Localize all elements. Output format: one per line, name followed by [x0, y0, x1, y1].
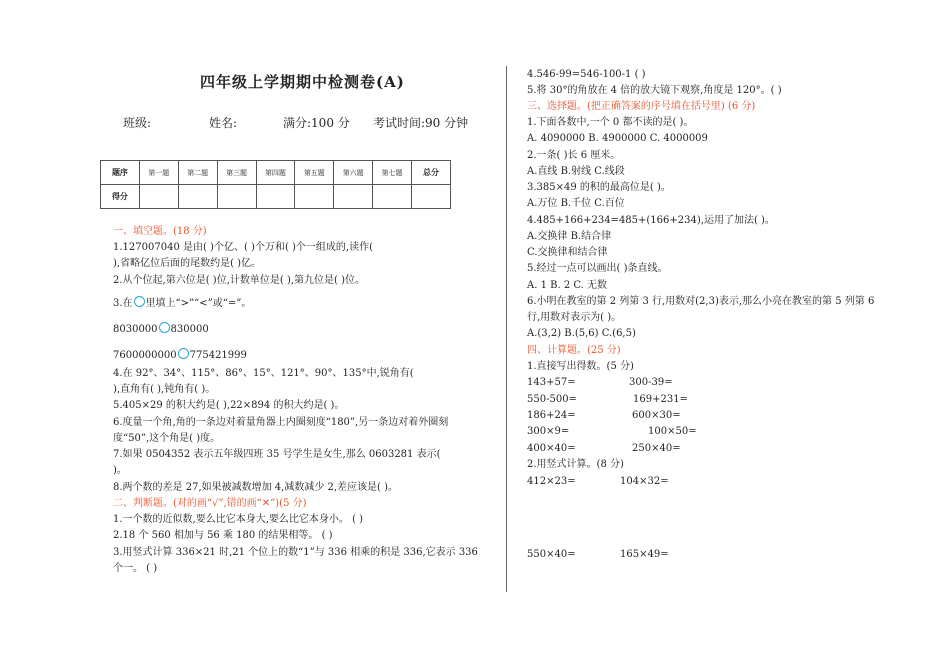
calc-item: 250×40=	[632, 443, 681, 454]
score-entry-cell	[217, 185, 256, 209]
score-table-score-row	[101, 185, 451, 209]
circle-blank-icon	[134, 296, 145, 307]
judge-2: 2.18 个 560 相加与 56 乘 180 的结果相等。 ( )	[113, 530, 333, 541]
question-3	[113, 296, 251, 310]
calc-part-2-title: 2.用竖式计算。(8 分)	[527, 459, 624, 470]
vertical-calc-item: 550×40=	[527, 549, 576, 560]
table-cell: 题序	[101, 161, 140, 185]
score-entry-cell	[139, 185, 178, 209]
choice-5: 5.经过一点可以画出( )条直线。	[527, 263, 668, 274]
table-cell: 第七题	[373, 161, 412, 185]
choice-6-line-2: 行,用数对表示为( )。	[527, 312, 622, 323]
table-cell: 第二题	[178, 161, 217, 185]
judge-3-line-1: 3.用竖式计算 336×21 时,21 个位上的数“1”与 336 相乘的积是 336,它表示 336	[113, 547, 478, 558]
table-cell: 第一题	[139, 161, 178, 185]
calc-item: 400×40=	[527, 443, 576, 454]
question-4-line-2: ),直角有( ),钝角有( )。	[113, 384, 216, 395]
question-1-line-2: ),省略亿位后面的尾数约是( )亿。	[113, 258, 262, 269]
vertical-calc-item: 104×32=	[620, 476, 669, 487]
question-6-line-1: 6.度量一个角,角的一条边对着量角器上内圈刻度“180”,另一条边对着外圈刻	[113, 417, 449, 428]
calc-item: 600×30=	[632, 410, 681, 421]
judge-4: 4.546-99=546-100-1 ( )	[527, 69, 646, 80]
compare-item-1	[113, 322, 209, 336]
choice-1: 1.下面各数中,一个 0 都不读的是( )。	[527, 117, 694, 128]
question-8: 8.两个数的差是 27,如果被减数增加 4,减数减少 2,差应该是( )。	[113, 482, 399, 493]
question-3-text-a: 3.在	[113, 298, 133, 309]
calc-item: 300-39=	[629, 377, 673, 388]
table-cell: 得分	[101, 185, 140, 209]
section-4-title: 四、计算题。(25 分)	[527, 345, 621, 356]
question-5: 5.405×29 的积大约是( ),22×894 的积大约是( )。	[113, 400, 345, 411]
table-cell: 第六题	[334, 161, 373, 185]
judge-3-line-2: 个一。 ( )	[113, 563, 158, 574]
calc-item: 186+24=	[527, 410, 576, 421]
question-1-line-1: 1.127007040 是由( )个亿、( )个万和( )个一组成的,读作(	[113, 242, 374, 253]
judge-5: 5.将 30°的角放在 4 倍的放大镜下观察,角度是 120°。( )	[527, 85, 782, 96]
choice-4-options-2: C.交换律和结合律	[527, 247, 608, 258]
score-entry-cell	[295, 185, 334, 209]
choice-5-options: A. 1 B. 2 C. 无数	[527, 280, 608, 291]
circle-blank-icon	[178, 348, 189, 359]
score-entry-cell	[412, 185, 451, 209]
calc-part-1-title: 1.直接写出得数。(5 分)	[527, 361, 634, 372]
section-1-title: 一、填空题。(18 分)	[113, 226, 207, 237]
choice-6-line-1: 6.小明在教室的第 2 列第 3 行,用数对(2,3)表示,那么小亮在教室的第 5 列第 6	[527, 296, 875, 307]
question-4-line-1: 4.在 92°、34°、115°、86°、15°、121°、90°、135°中,锐角有(	[113, 368, 414, 379]
compare-right: 775421999	[189, 350, 247, 361]
class-label: 班级:	[123, 116, 152, 130]
score-table-header-row	[101, 161, 451, 185]
compare-left: 8030000	[113, 324, 158, 335]
question-7-line-2: )。	[113, 465, 127, 476]
score-entry-cell	[373, 185, 412, 209]
choice-6-options: A.(3,2) B.(5,6) C.(6,5)	[527, 328, 636, 339]
compare-left: 7600000000	[113, 350, 177, 361]
choice-2: 2.一条( )长 6 厘米。	[527, 150, 621, 161]
question-7-line-1: 7.如果 0504352 表示五年级四班 35 号学生是女生,那么 0603281 表示(	[113, 449, 441, 460]
judge-1: 1.一个数的近似数,要么比它本身大,要么比它本身小。 ( )	[113, 514, 364, 525]
choice-4-options-1: A.交换律 B.结合律	[527, 231, 612, 242]
compare-item-2	[113, 348, 247, 362]
choice-3-options: A.万位 B.千位 C.百位	[527, 198, 625, 209]
compare-right: 830000	[170, 324, 209, 335]
table-cell: 第四题	[256, 161, 295, 185]
score-label: 满分:100 分	[283, 116, 350, 130]
circle-blank-icon	[159, 322, 170, 333]
choice-4: 4.485+166+234=485+(166+234),运用了加法( )。	[527, 215, 775, 226]
calc-item: 169+231=	[633, 394, 688, 405]
page-title: 四年级上学期期中检测卷(A)	[200, 73, 405, 91]
score-entry-cell	[178, 185, 217, 209]
calc-item: 300×9=	[527, 426, 570, 437]
column-divider	[506, 66, 507, 592]
section-3-title: 三、选择题。(把正确答案的序号填在括号里) (6 分)	[527, 101, 756, 112]
section-2-title: 二、判断题。(对的画“√”,错的画“✕”)(5 分)	[113, 498, 307, 509]
vertical-calc-item: 412×23=	[527, 476, 576, 487]
question-3-text-b: 里填上“>”“<”或“=”。	[145, 298, 252, 309]
calc-item: 143+57=	[527, 377, 576, 388]
choice-3: 3.385×49 的积的最高位是( )。	[527, 182, 671, 193]
choice-1-options: A. 4090000 B. 4900000 C. 4000009	[527, 133, 708, 144]
table-cell: 总分	[412, 161, 451, 185]
calc-item: 100×50=	[648, 426, 697, 437]
table-cell: 第三题	[217, 161, 256, 185]
choice-2-options: A.直线 B.射线 C.线段	[527, 166, 625, 177]
name-label: 姓名:	[209, 116, 238, 130]
question-6-line-2: 度“50”,这个角是( )度。	[113, 433, 221, 444]
time-label: 考试时间:90 分钟	[373, 116, 469, 130]
calc-item: 550-500=	[527, 394, 577, 405]
score-table	[100, 160, 451, 209]
score-entry-cell	[334, 185, 373, 209]
score-entry-cell	[256, 185, 295, 209]
vertical-calc-item: 165×49=	[620, 549, 669, 560]
table-cell: 第五题	[295, 161, 334, 185]
question-2: 2.从个位起,第六位是( )位,计数单位是( ),第九位是( )位。	[113, 275, 366, 286]
